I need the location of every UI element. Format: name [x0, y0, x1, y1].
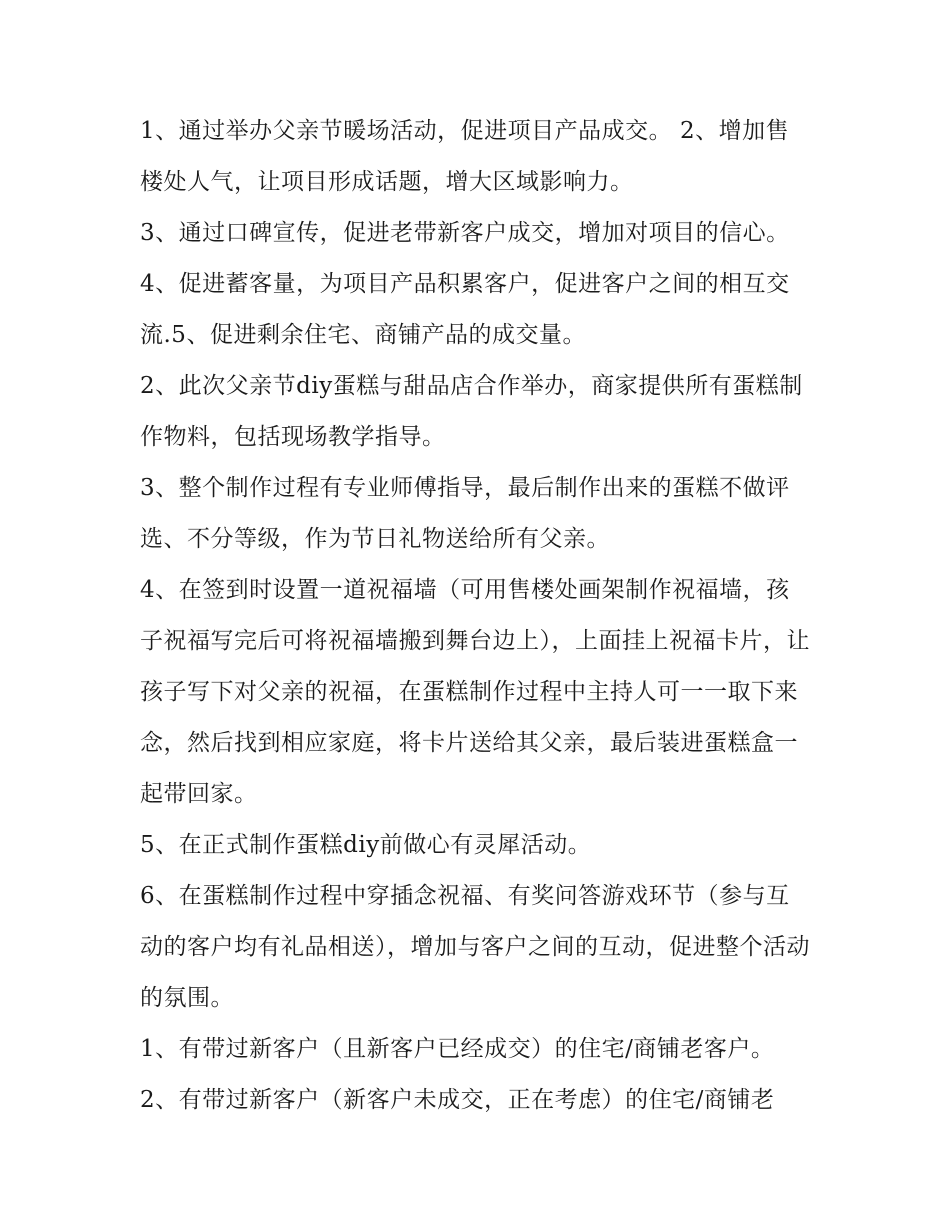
paragraph-customer-type-1: 1、有带过新客户（且新客户已经成交）的住宅/商铺老客户。 — [140, 1036, 775, 1062]
paragraph-blessing-wall: 4、在签到时设置一道祝福墙（可用售楼处画架制作祝福墙，孩子祝福写完后可将祝福墙搬到舞台边上），上面挂上祝福卡片，让孩子写下对父亲的祝福，在蛋糕制作过程中主持人可一一取下来念，然后找到相应家庭，将卡片送给其父亲，最后装进蛋糕盒一起带回家。 — [140, 577, 810, 807]
paragraph-interactive-games: 6、在蛋糕制作过程中穿插念祝福、有奖问答游戏环节（参与互动的客户均有礼品相送），增加与客户之间的互动，促进整个活动的氛围。 — [140, 883, 810, 1011]
paragraph-cake-cooperation: 2、此次父亲节diy蛋糕与甜品店合作举办，商家提供所有蛋糕制作物料，包括现场教学指导。 — [140, 373, 803, 450]
document-body — [140, 106, 812, 1126]
paragraph-customer-type-2: 2、有带过新客户（新客户未成交，正在考虑）的住宅/商铺老 — [140, 1087, 775, 1113]
paragraph-goals-2: 3、通过口碑宣传，促进老带新客户成交，增加对项目的信心。 4、促进蓄客量，为项目产品积累客户，促进客户之间的相互交流.5、促进剩余住宅、商铺产品的成交量。 — [140, 220, 790, 348]
paragraph-goals-1: 1、通过举办父亲节暖场活动，促进项目产品成交。 2、增加售楼处人气，让项目形成话题，增大区域影响力。 — [140, 118, 790, 195]
paragraph-telepathy-game: 5、在正式制作蛋糕diy前做心有灵犀活动。 — [140, 832, 592, 858]
paragraph-cake-process: 3、整个制作过程有专业师傅指导，最后制作出来的蛋糕不做评选、不分等级，作为节日礼物送给所有父亲。 — [140, 475, 790, 552]
